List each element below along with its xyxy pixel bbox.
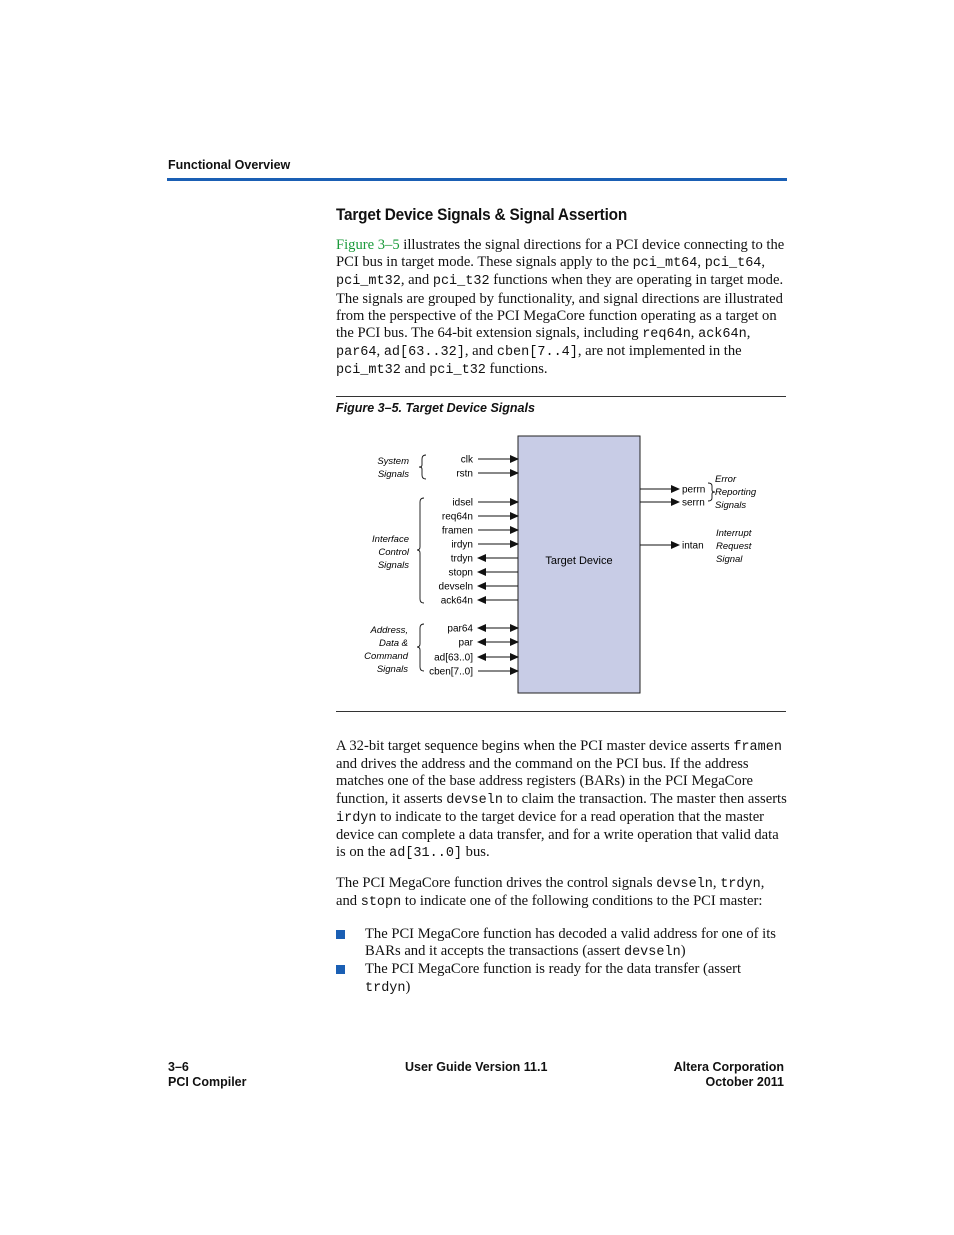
signal-label-req64n: req64n — [441, 511, 473, 523]
signal-label-rstn: rstn — [456, 468, 473, 480]
signal-label-clk: clk — [460, 454, 473, 466]
square-bullet-icon — [336, 965, 345, 974]
group-label-system: Signals — [377, 469, 409, 480]
signal-label-par: par — [458, 637, 473, 649]
signal-label-stopn: stopn — [448, 567, 473, 579]
signal-label-idsel: idsel — [452, 497, 473, 509]
product-name: PCI Compiler — [168, 1075, 247, 1089]
figure-bottom-rule — [336, 711, 786, 712]
header-rule — [167, 178, 787, 181]
group-label-interrupt: Signal — [716, 554, 743, 565]
address-brace — [417, 624, 424, 671]
signal-label-perrn: perrn — [682, 484, 706, 496]
date: October 2011 — [705, 1075, 784, 1089]
intro-paragraph: Figure 3–5 illustrates the signal directions for a PCI device connecting to the PCI bus in target mode. These signals apply to the pci_mt64, pci_t64, pci_mt32, and pci_t32 functions when they are operating in target mode. The signals are grouped by functionality, and signal directions are illustrated from the perspective of the PCI MegaCore function operating as a target on the PCI bus. The 64-bit extension signals, including req64n, ack64n, par64, ad[63..32], and cben[7..4], are not implemented in the pci_mt32 and pci_t32 functions. — [336, 237, 785, 379]
signal-label-devseln: devseln — [438, 581, 473, 593]
footer-left — [168, 1060, 247, 1090]
signal-label-intan: intan — [682, 540, 704, 552]
signal-label-irdyn: irdyn — [451, 539, 473, 551]
group-label-interface: Control — [378, 547, 409, 558]
group-label-interrupt: Request — [716, 541, 752, 552]
interface-brace — [417, 498, 424, 603]
group-label-error: Error — [715, 474, 737, 485]
running-header: Functional Overview — [168, 158, 291, 172]
sequence-paragraph: A 32-bit target sequence begins when the PCI master device asserts framen and drives the address and the command on the PCI bus. If the address matches one of the base address registers (BARs) in the PCI MegaCore function, it asserts devseln to claim the transaction. The master then asserts irdyn to indicate to the target device for a read operation that the master device can complete a data transfer, and for a write operation that valid data is on the ad[31..0] bus. — [336, 738, 787, 862]
signal-label-serrn: serrn — [682, 497, 705, 509]
group-label-error: Reporting — [715, 487, 757, 498]
footer-center: User Guide Version 11.1 — [405, 1060, 548, 1074]
group-label-error: Signals — [715, 500, 747, 511]
system-brace — [419, 455, 426, 479]
signal-label-framen: framen — [441, 525, 473, 537]
signal-label-ack64n: ack64n — [440, 595, 473, 607]
list-item: The PCI MegaCore function has decoded a valid address for one of its BARs and it accepts the transactions (assert devseln) — [336, 926, 788, 961]
page-number: 3–6 — [168, 1060, 189, 1074]
signal-label-ad630: ad[63..0] — [434, 652, 473, 664]
square-bullet-icon — [336, 930, 345, 939]
section-title: Target Device Signals & Signal Assertion — [336, 206, 628, 224]
conditions-list — [336, 926, 788, 997]
group-label-interrupt: Interrupt — [716, 528, 752, 539]
group-label-interface: Interface — [372, 534, 409, 545]
figure-caption: Figure 3–5. Target Device Signals — [336, 401, 535, 415]
group-label-address: Address, — [370, 625, 408, 636]
group-label-address: Data & — [378, 638, 408, 649]
group-label-system: System — [377, 456, 409, 467]
footer-right — [674, 1060, 784, 1090]
control-signals-paragraph: The PCI MegaCore function drives the control signals devseln, trdyn, and stopn to indicate one of the following conditions to the PCI master: — [336, 875, 765, 911]
group-label-interface: Signals — [377, 560, 409, 571]
error-brace — [708, 483, 715, 501]
signal-label-par64: par64 — [447, 623, 473, 635]
group-label-address: Command — [364, 651, 408, 662]
target-device-diagram — [336, 430, 786, 700]
signal-label-cben70: cben[7..0] — [429, 666, 473, 678]
group-label-address: Signals — [376, 664, 408, 675]
figure-link[interactable]: Figure 3–5 — [336, 237, 400, 253]
list-item: The PCI MegaCore function is ready for the data transfer (assert trdyn) — [336, 961, 788, 996]
signal-label-trdyn: trdyn — [450, 553, 473, 565]
company-name: Altera Corporation — [673, 1060, 784, 1074]
figure-top-rule — [336, 396, 786, 397]
target-device-label: Target Device — [545, 555, 613, 567]
